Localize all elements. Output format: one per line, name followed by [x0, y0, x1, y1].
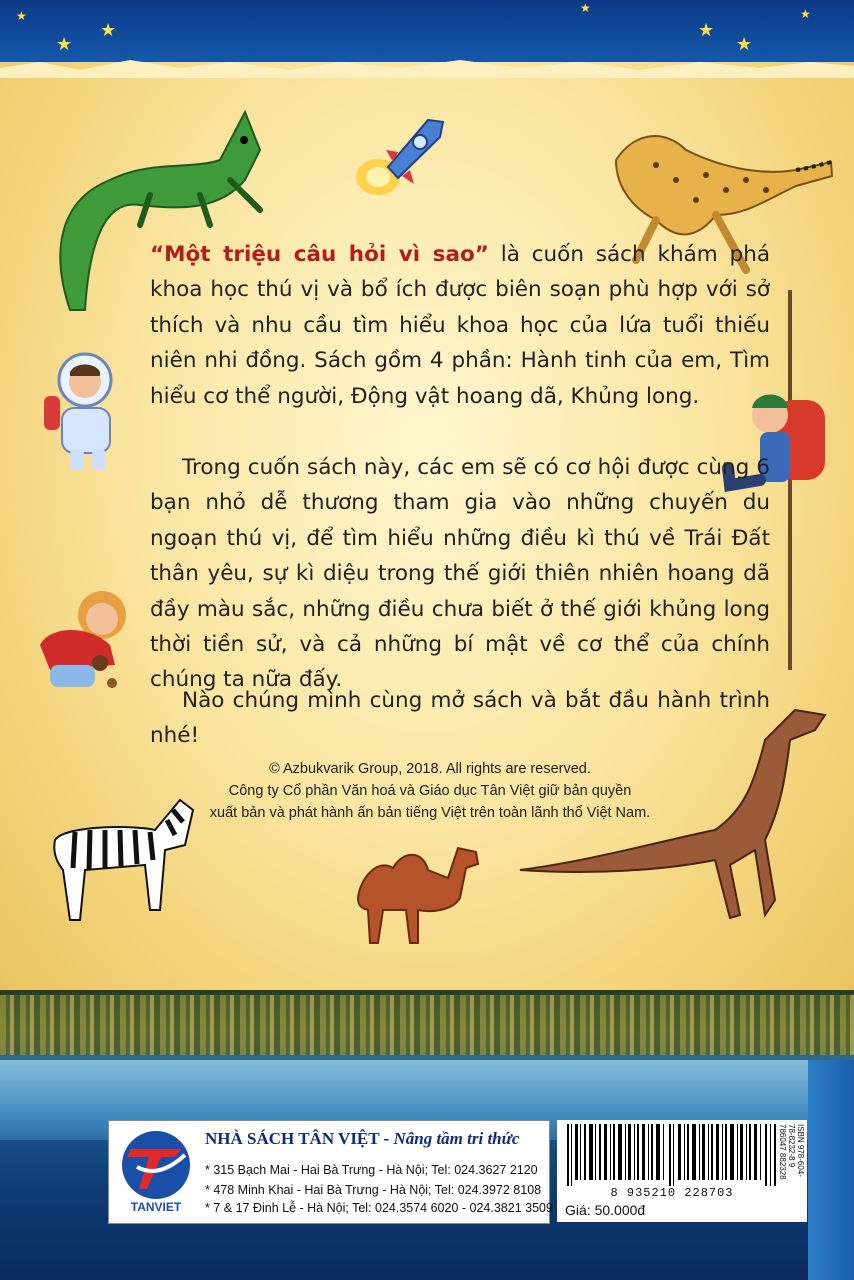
barcode-icon [565, 1124, 779, 1186]
copyright-line-2: Công ty Cổ phần Văn hoá và Giáo dục Tân Việt giữ bản quyền [228, 783, 632, 799]
grass-band [0, 995, 854, 1055]
star-icon: ★ [698, 20, 715, 41]
camel-illustration [348, 838, 483, 948]
publisher-address: * 478 Minh Khai - Hai Bà Trưng - Hà Nội; Tel: 024.3972 8108 [205, 1183, 542, 1197]
star-icon: ★ [736, 34, 753, 55]
spine-strip [808, 1060, 854, 1280]
star-icon: ★ [56, 34, 73, 55]
intro-text: là cuốn sách khám phá khoa học thú vị và bổ ích được biên soạn phù hợp với sở thích và nhu cầu tìm hiểu khoa học của lứa tuổi thiếu niên nhi đồng. Sách gồm 4 phần: Hành tinh của em, Tìm hiểu cơ thể người, Động vật hoang dã, Khủng long. [150, 242, 770, 409]
publisher-slogan: - Nâng tầm tri thức [383, 1129, 520, 1148]
intro-paragraph [150, 237, 770, 414]
copyright-block [150, 758, 710, 824]
publisher-address: * 7 & 17 Đinh Lễ - Hà Nội; Tel: 024.3574 6020 - 024.3821 3509 [205, 1201, 553, 1215]
copyright-line-3: xuất bản và phát hành ấn bản tiếng Việt trên toàn lãnh thổ Việt Nam. [209, 805, 651, 821]
torn-paper-edge [0, 56, 854, 78]
star-icon: ★ [580, 1, 591, 15]
star-icon: ★ [800, 7, 811, 21]
astronaut-boy-illustration [40, 350, 128, 475]
logo-text: TANVIET [130, 1200, 182, 1214]
star-icon: ★ [100, 20, 117, 41]
paragraph-3: Nào chúng mình cùng mở sách và bắt đầu hành trình nhé! [150, 688, 770, 749]
copyright-line-1: © Azbukvarik Group, 2018. All rights are reserved. [269, 761, 591, 777]
girl-illustration [30, 585, 135, 695]
isbn-text: ISBN 978-604-78-8232-8 [787, 1124, 805, 1177]
barcode-box [557, 1120, 807, 1222]
isbn-barcode [778, 1124, 805, 1186]
rocket-illustration [348, 112, 448, 204]
star-icon: ★ [16, 9, 27, 23]
isbn-barcode-number: 9 786047 882328 [778, 1124, 796, 1180]
barcode-number: 8 935210 228703 [610, 1186, 734, 1200]
book-title: “Một triệu câu hỏi vì sao” [150, 242, 489, 267]
price-label: Giá: 50.000đ [565, 1202, 646, 1218]
tanviet-logo [117, 1127, 195, 1215]
publisher-box [108, 1120, 553, 1224]
publisher-address: * 315 Bạch Mai - Hai Bà Trưng - Hà Nội; Tel: 024.3627 2120 [205, 1163, 538, 1177]
paragraph-2: Trong cuốn sách này, các em sẽ có cơ hội được cùng 6 bạn nhỏ dễ thương tham gia vào những chuyến du ngoạn thú vị, để tìm hiểu những điều kì thú về Trái Đất thân yêu, sự kì diệu trong thế giới thiên nhiên hoang dã đầy màu sắc, những điều chưa biết ở thế giới khủng long thời tiền sử, và cả những bí mật về cơ thể của chính chúng ta nữa đấy. [150, 455, 770, 693]
publisher-name: NHÀ SÁCH TÂN VIỆT - Nâng tầm tri thức [205, 1129, 520, 1148]
